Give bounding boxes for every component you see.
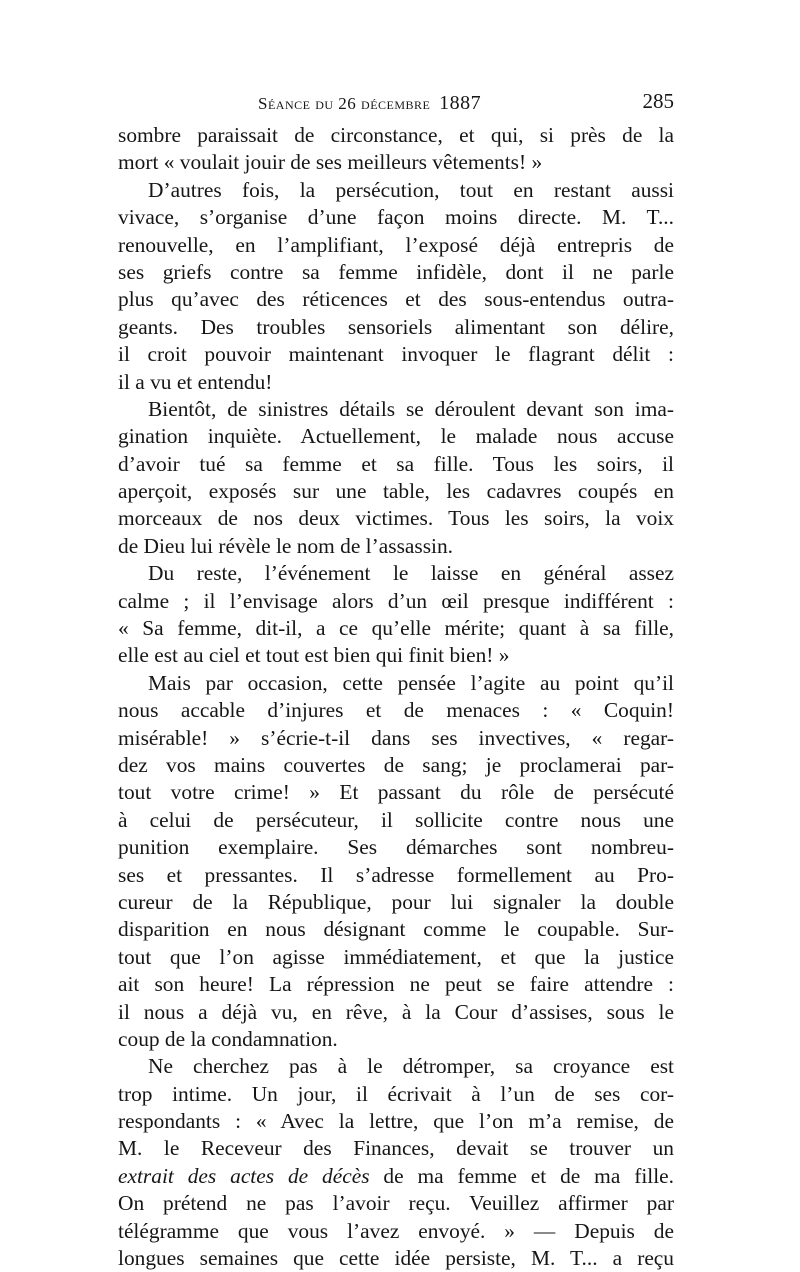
text-line: elle est au ciel et tout est bien qui finit bien! » xyxy=(118,643,510,668)
page-header xyxy=(118,89,674,122)
text-line-with-italic xyxy=(118,1163,674,1190)
text-line: il nous a déjà vu, en rêve, à la Cour d’assises, sous le xyxy=(118,999,674,1024)
text-line: tout votre crime! » Et passant du rôle de persécuté xyxy=(118,780,674,805)
text-line: aperçoit, exposés sur une table, les cadavres coupés en xyxy=(118,479,674,504)
text-line: disparition en nous désignant comme le coupable. Sur- xyxy=(118,917,674,942)
text-line: Du reste, l’événement le laisse en général assez xyxy=(148,561,674,586)
text-line: vivace, s’organise d’une façon moins directe. M. T... xyxy=(118,205,674,230)
text-line: plus qu’avec des réticences et des sous-entendus outra- xyxy=(118,287,674,312)
page-number: 285 xyxy=(642,89,674,113)
running-head-year: 1887 xyxy=(439,92,482,114)
text-line: ses et pressantes. Il s’adresse formellement au Pro- xyxy=(118,862,674,887)
text-line: trop intime. Un jour, il écrivait à l’un de ses cor- xyxy=(118,1081,674,1106)
text-line: il a vu et entendu! xyxy=(118,369,273,394)
text-line: sombre paraissait de circonstance, et qui, si près de la xyxy=(118,123,674,147)
running-head-title: Séance du 26 décembre xyxy=(258,94,431,113)
text-line: nous accable d’injures et de menaces : « Coquin! xyxy=(118,698,674,723)
text-line: longues semaines que cette idée persiste, M. T... a reçu xyxy=(118,1246,674,1271)
text-line-rest: de ma femme et de ma fille. xyxy=(383,1163,674,1188)
text-line: cureur de la République, pour lui signaler la double xyxy=(118,889,674,914)
text-line: morceaux de nos deux victimes. Tous les soirs, la voix xyxy=(118,506,674,531)
body-text xyxy=(118,122,674,1272)
text-line: mort « voulait jouir de ses meilleurs vêtements! » xyxy=(118,150,543,175)
text-line: coup de la condamnation. xyxy=(118,1026,338,1051)
text-line: D’autres fois, la persécution, tout en restant aussi xyxy=(148,177,674,202)
text-line: dez vos mains couvertes de sang; je proclamerai par- xyxy=(118,752,674,777)
text-line: misérable! » s’écrie-t-il dans ses invectives, « regar- xyxy=(118,725,674,750)
text-line: gination inquiète. Actuellement, le malade nous accuse xyxy=(118,424,674,449)
text-line: ait son heure! La répression ne peut se faire attendre : xyxy=(118,972,674,997)
text-line: M. le Receveur des Finances, devait se trouver un xyxy=(118,1136,674,1161)
italic-phrase: extrait des actes de décès xyxy=(118,1163,370,1188)
text-line: respondants : « Avec la lettre, que l’on m’a remise, de xyxy=(118,1109,674,1134)
text-line: Bientôt, de sinistres détails se déroulent devant son ima- xyxy=(148,396,674,421)
text-line: d’avoir tué sa femme et sa fille. Tous les soirs, il xyxy=(118,451,674,476)
text-line: « Sa femme, dit-il, a ce qu’elle mérite; quant à sa fille, xyxy=(118,616,674,641)
running-head xyxy=(258,92,481,115)
text-line: télégramme que vous l’avez envoyé. » — Depuis de xyxy=(118,1218,674,1243)
text-line: ses griefs contre sa femme infidèle, dont il ne parle xyxy=(118,259,674,284)
text-line: calme ; il l’envisage alors d’un œil presque indifférent : xyxy=(118,588,674,613)
text-line: punition exemplaire. Ses démarches sont nombreu- xyxy=(118,835,674,860)
text-line: Mais par occasion, cette pensée l’agite au point qu’il xyxy=(148,670,674,695)
text-line: il croit pouvoir maintenant invoquer le flagrant délit : xyxy=(118,342,674,367)
text-line: geants. Des troubles sensoriels alimentant son délire, xyxy=(118,314,674,339)
text-line: Ne cherchez pas à le détromper, sa croyance est xyxy=(148,1054,674,1079)
text-line: renouvelle, en l’amplifiant, l’exposé déjà entrepris de xyxy=(118,232,674,257)
text-line: On prétend ne pas l’avoir reçu. Veuillez affirmer par xyxy=(118,1191,674,1216)
text-line: à celui de persécuteur, il sollicite contre nous une xyxy=(118,807,674,832)
text-line: tout que l’on agisse immédiatement, et que la justice xyxy=(118,944,674,969)
text-line: de Dieu lui révèle le nom de l’assassin. xyxy=(118,533,454,558)
